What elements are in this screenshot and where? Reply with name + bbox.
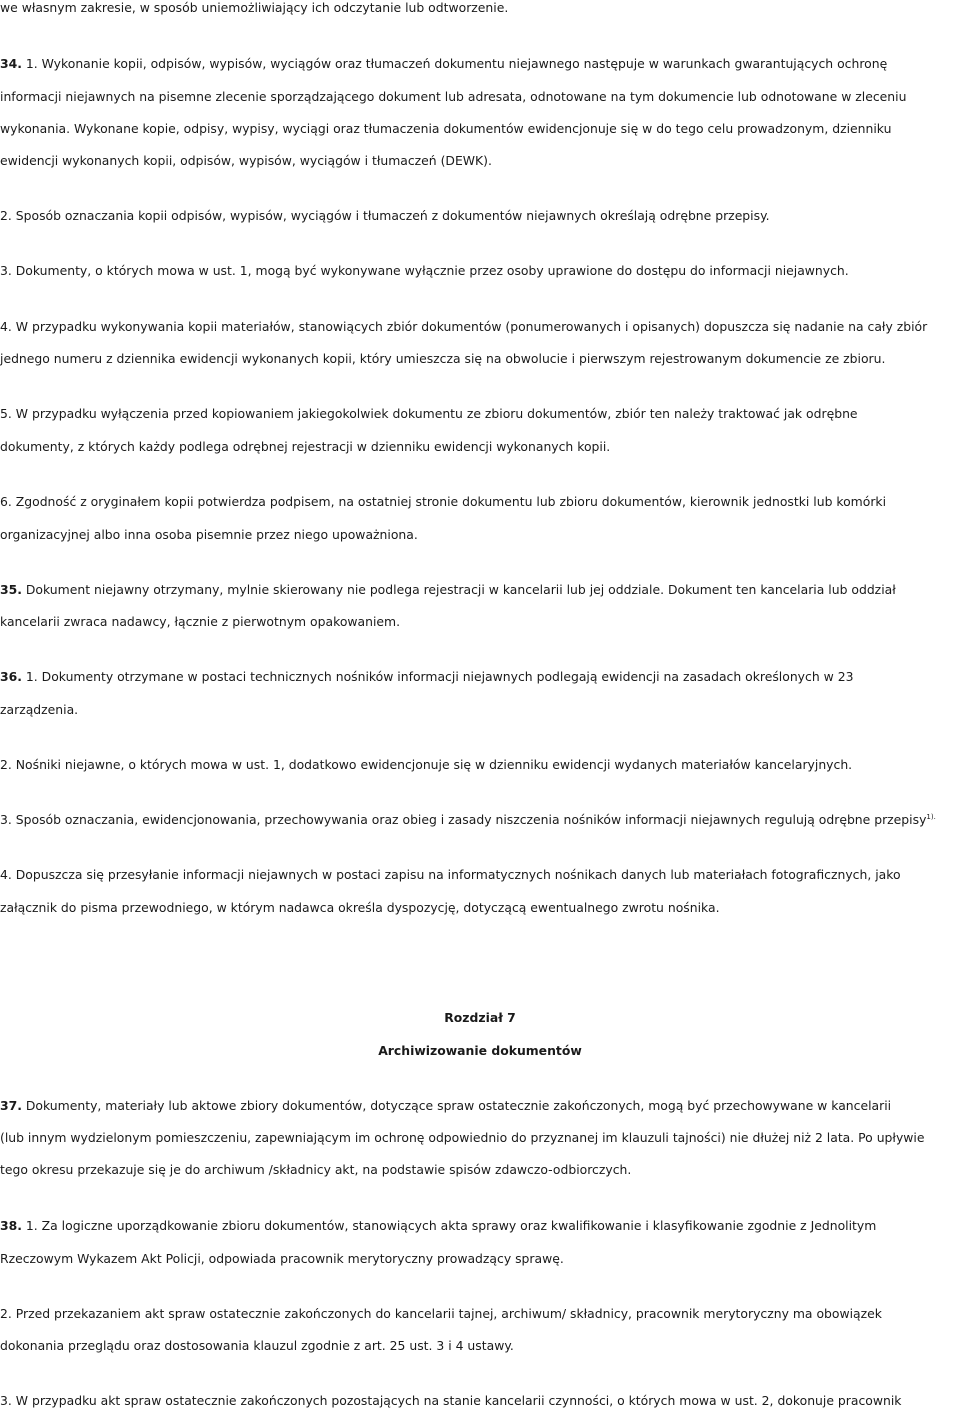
text-span: 1. Dokumenty otrzymane w postaci technicznych nośników informacji niejawnych podlegają ewidencji na zasadach określonych w 23 bbox=[21, 669, 854, 684]
section-number: 34. bbox=[0, 56, 22, 71]
text-span: Dokumenty, materiały lub aktowe zbiory dokumentów, dotyczące spraw ostatecznie zakończonych, mogą być przechowywane w kancelarii bbox=[21, 1098, 892, 1113]
text-line: Rzeczowym Wykazem Akt Policji, odpowiada pracownik merytoryczny prowadzący sprawę. bbox=[0, 1251, 564, 1266]
text-line: dokumenty, z których każdy podlega odrębnej rejestracji w dzienniku ewidencji wykonanych kopii. bbox=[0, 439, 611, 454]
text-span: 3. Sposób oznaczania, ewidencjonowania, przechowywania oraz obieg i zasady niszczenia nośników informacji niejawnych regulują odrębne przepisy bbox=[0, 812, 927, 827]
section-number: 35. bbox=[0, 582, 22, 597]
text-line: 3. Dokumenty, o których mowa w ust. 1, mogą być wykonywane wyłącznie przez osoby uprawione do dostępu do informacji niejawnych. bbox=[0, 263, 849, 278]
text-span: 1. Wykonanie kopii, odpisów, wypisów, wyciągów oraz tłumaczeń dokumentu niejawnego następuje w warunkach gwarantujących ochronę bbox=[21, 56, 888, 71]
text-span: 1. Za logiczne uporządkowanie zbioru dokumentów, stanowiących akta sprawy oraz kwalifikowanie i klasyfikowanie zgodnie z Jednolitym bbox=[21, 1218, 877, 1233]
paragraph-36-line-1 bbox=[0, 669, 853, 685]
text-line: tego okresu przekazuje się je do archiwum /składnicy akt, na podstawie spisów zdawczo-odbiorczych. bbox=[0, 1162, 632, 1177]
text-line: 2. Przed przekazaniem akt spraw ostatecznie zakończonych do kancelarii tajnej, archiwum/ składnicy, pracownik merytoryczny ma obowiązek bbox=[0, 1306, 882, 1321]
text-line: 2. Nośniki niejawne, o których mowa w ust. 1, dodatkowo ewidencjonuje się w dzienniku ewidencji wydanych materiałów kancelaryjnych. bbox=[0, 757, 853, 772]
text-line: ewidencji wykonanych kopii, odpisów, wypisów, wyciągów i tłumaczeń (DEWK). bbox=[0, 153, 492, 168]
text-line: 5. W przypadku wyłączenia przed kopiowaniem jakiegokolwiek dokumentu ze zbioru dokumentów, zbiór ten należy traktować jak odrębne bbox=[0, 406, 858, 421]
paragraph-34-line-1 bbox=[0, 56, 887, 72]
text-line: kancelarii zwraca nadawcy, łącznie z pierwotnym opakowaniem. bbox=[0, 614, 401, 629]
paragraph-37-line-1 bbox=[0, 1098, 891, 1114]
text-line: 4. W przypadku wykonywania kopii materiałów, stanowiących zbiór dokumentów (ponumerowanych i opisanych) dopuszcza się nadanie na cały zbiór bbox=[0, 319, 928, 334]
chapter-title: Archiwizowanie dokumentów bbox=[378, 1043, 582, 1058]
text-line: organizacyjnej albo inna osoba pisemnie przez niego upoważniona. bbox=[0, 527, 418, 542]
text-line: jednego numeru z dziennika ewidencji wykonanych kopii, który umieszcza się na obwolucie i pierwszym rejestrowanym dokumencie ze zbioru. bbox=[0, 351, 886, 366]
text-line: wykonania. Wykonane kopie, odpisy, wypisy, wyciągi oraz tłumaczenia dokumentów ewidencjonuje się w do tego celu prowadzonym, dzienniku bbox=[0, 121, 892, 136]
text-span: Dokument niejawny otrzymany, mylnie skierowany nie podlega rejestracji w kancelarii lub jej oddziale. Dokument ten kancelaria lub oddział bbox=[21, 582, 896, 597]
text-line: dokonania przeglądu oraz dostosowania klauzul zgodnie z art. 25 ust. 3 i 4 ustawy. bbox=[0, 1338, 514, 1353]
paragraph-35-line-1 bbox=[0, 582, 896, 598]
text-line: zarządzenia. bbox=[0, 702, 79, 717]
text-line: załącznik do pisma przewodniego, w którym nadawca określa dyspozycję, dotyczącą ewentualnego zwrotu nośnika. bbox=[0, 900, 720, 915]
text-line: 6. Zgodność z oryginałem kopii potwierdza podpisem, na ostatniej stronie dokumentu lub zbioru dokumentów, kierownik jednostki lub komórki bbox=[0, 494, 887, 509]
chapter-number: Rozdział 7 bbox=[444, 1010, 516, 1025]
text-line-with-footnote bbox=[0, 812, 936, 828]
paragraph-38-line-1 bbox=[0, 1218, 876, 1234]
section-number: 38. bbox=[0, 1218, 22, 1233]
section-number: 37. bbox=[0, 1098, 22, 1113]
text-line: 2. Sposób oznaczania kopii odpisów, wypisów, wyciągów i tłumaczeń z dokumentów niejawnych określają odrębne przepisy. bbox=[0, 208, 770, 223]
text-line: we własnym zakresie, w sposób uniemożliwiający ich odczytanie lub odtworzenie. bbox=[0, 0, 509, 15]
text-line: informacji niejawnych na pisemne zlecenie sporządzającego dokument lub adresata, odnotowane na tym dokumencie lub odnotowane w zleceniu bbox=[0, 89, 907, 104]
text-line: 4. Dopuszcza się przesyłanie informacji niejawnych w postaci zapisu na informatycznych nośnikach danych lub materiałach fotograficznych, jako bbox=[0, 867, 901, 882]
section-number: 36. bbox=[0, 669, 22, 684]
footnote-reference: 1). bbox=[926, 812, 936, 821]
text-line: (lub innym wydzielonym pomieszczeniu, zapewniającym im ochronę odpowiednio do przyznanej im klauzuli tajności) nie dłużej niż 2 lata. Po upływie bbox=[0, 1130, 925, 1145]
text-line: 3. W przypadku akt spraw ostatecznie zakończonych pozostających na stanie kancelarii czynności, o których mowa w ust. 2, dokonuje pracownik bbox=[0, 1393, 902, 1408]
